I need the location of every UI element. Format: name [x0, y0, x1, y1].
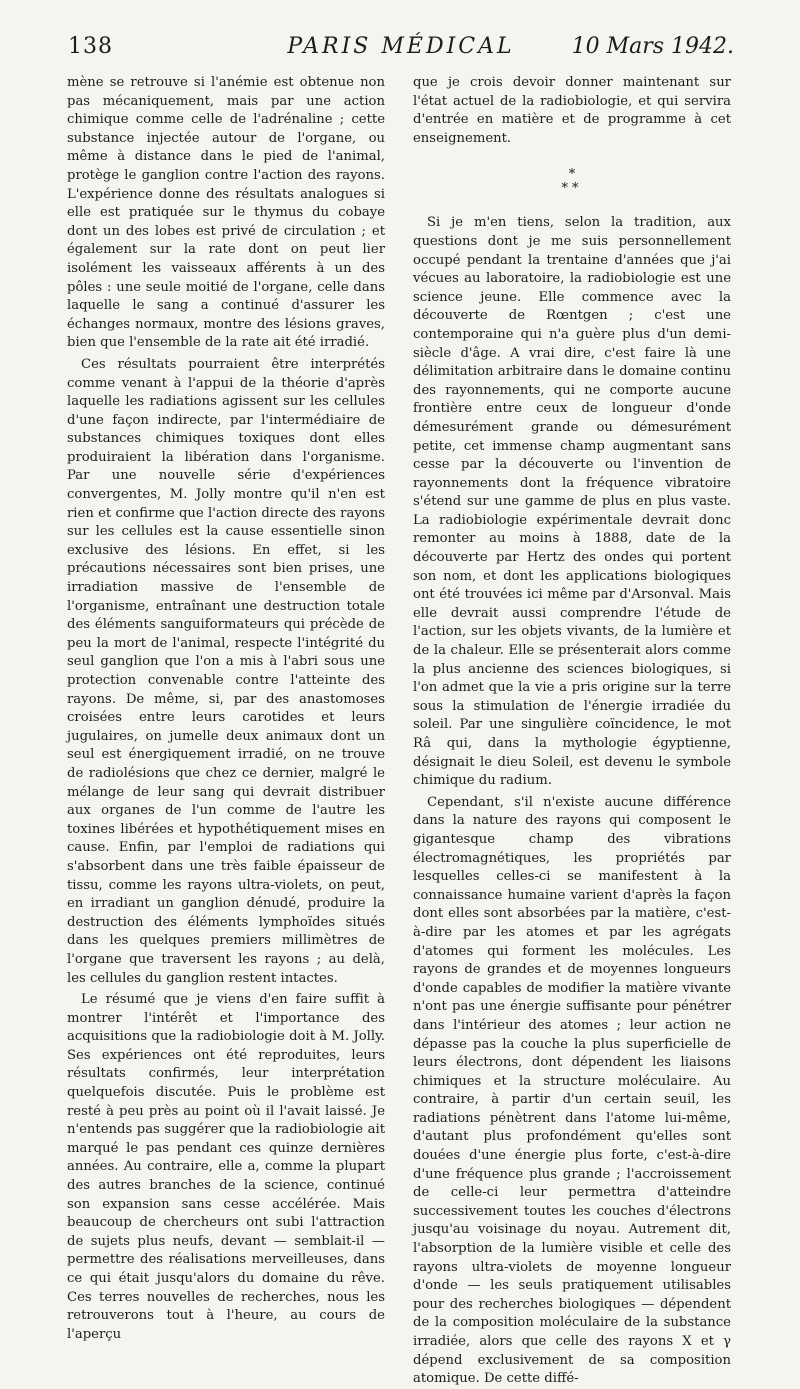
paragraph: Cependant, s'il n'existe aucune différence dans la nature des rayons qui composent le gigantesque champ des vibrations électromagnétiques, les propriétés par lesquelles celles-ci se manifestent à la connaissance humaine varient d'après la façon dont elles sont absorbées par la matière, c'est-à-dire par les atomes et par les agrégats d'atomes qui forment les molécules. Les rayons de grandes et de moyennes longueurs d'onde capables de modifier la matière vivante n'ont pas une énergie suffisante pour pénétrer dans l'intérieur des atomes ; leur action ne dépasse pas la couche la plus superficielle de leurs électrons, dont dépendent les liaisons chimiques et la structure moléculaire. Au contraire, à partir d'un certain seuil, les radiations pénètrent dans l'atome lui-même, d'autant plus profondément qu'elles sont douées d'une énergie plus forte, c'est-à-dire d'une fréquence plus grande ; l'accroissement de celle-ci leur permettra d'atteindre successivement toutes les couches d'électrons jusqu'au voisinage du noyau. Autrement dit, l'absorption de la lumière visible et celle des rayons ultra-violets de moyenne longueur d'onde — les seuls pratiquement utilisables pour des recherches biologiques — dépendent de la composition moléculaire de la substance irradiée, alors que celle des rayons X et γ dépend exclusivement de sa composition atomique. De cette diffé- — [413, 794, 731, 1387]
section-separator — [413, 168, 731, 196]
paragraph: mène se retrouve si l'anémie est obtenue non pas mécaniquement, mais par une action chimique comme celle de l'adrénaline ; cette substance injectée autour de l'organe, ou même à distance dans le pied de l'animal, protège le ganglion contre l'action des rayons. L'expérience donne des résultats analogues si elle est pratiquée sur le thymus du cobaye dont un des lobes est privé de circulation ; et également sur la rate dont on peut lier isolément les vaisseaux afférents à un des pôles : une seule moitié de l'organe, celle dans laquelle le sang a continué d'assurer les échanges normaux, montre des lésions graves, bien que l'ensemble de la rate ait été irradié. — [67, 75, 385, 351]
asterism-top: * — [568, 167, 576, 183]
paragraph: Si je m'en tiens, selon la tradition, aux questions dont je me suis personnellement occupé pendant la trentaine d'années que j'ai vécues au laboratoire, la radiobiologie est une science jeune. Elle commence avec la découverte de Rœntgen ; c'est une contemporaine qui n'a guère plus d'un demi-siècle d'âge. A vrai dire, c'est faire là une délimitation arbitraire dans le domaine continu des rayonnements, qui ne comporte aucune frontière entre ceux de longueur d'onde démesurément grande ou démesurément petite, cet immense champ augmentant sans cesse par la découverte ou l'invention de rayonnements dont la fréquence vibratoire s'étend sur une gamme de plus en plus vaste. La radiobiologie expérimentale devrait donc remonter au moins à 1888, date de la découverte par Hertz des ondes qui portent son nom, et dont les applications biologiques ont été trouvées ici même par d'Arsonval. Mais elle devrait aussi comprendre l'étude de l'action, sur les objets vivants, de la lumière et de la chaleur. Elle se présenterait alors comme la plus ancienne des sciences biologiques, si l'on admet que la vie a pris origine sur la terre sous la stimulation de l'énergie irradiée du soleil. Par une singulière coïncidence, le mot Râ qui, dans la mythologie égyptienne, désignait le dieu Soleil, est devenu le symbole chimique du radium. — [413, 215, 731, 789]
journal-title: PARIS MÉDICAL — [287, 34, 515, 59]
paragraph: Ces résultats pourraient être interprétés comme venant à l'appui de la théorie d'après laquelle les radiations agissent sur les cellules d'une façon indirecte, par l'intermédiaire de substances chimiques toxiques dont elles produiraient la libération dans l'organisme. Par une nouvelle série d'expériences convergentes, M. Jolly montre qu'il n'en est rien et confirme que l'action directe des rayons sur les cellules est la cause essentielle sinon exclusive des lésions. En effet, si les précautions nécessaires sont bien prises, une irradiation massive de l'ensemble de l'organisme, entraînant une destruction totale des éléments sanguiformateurs qui précède de peu la mort de l'animal, respecte l'intégrité du seul ganglion que l'on a mis à l'abri sous une protection convenable contre l'atteinte des rayons. De même, si, par des anastomoses croisées entre leurs carotides et leurs jugulaires, on jumelle deux animaux dont un seul est énergiquement irradié, on ne trouve de radiolésions que chez ce dernier, malgré le mélange de leur sang qui devrait distribuer aux organes de l'un comme de l'autre les toxines libérées et hypothétiquement mises en cause. Enfin, par l'emploi de radiations qui s'absorbent dans une très faible épaisseur de tissu, comme les rayons ultra-violets, on peut, en irradiant un ganglion dénudé, produire la destruction des éléments lymphoïdes situés dans les quelques premiers millimètres de l'organe que traversent les rayons ; au delà, les cellules du ganglion restent intactes. — [67, 356, 385, 986]
right-column — [413, 74, 731, 1389]
page-number: 138 — [68, 34, 113, 59]
paragraph: que je crois devoir donner maintenant sur l'état actuel de la radiobiologie, et qui servira d'entrée en matière et de programme à cet enseignement. — [413, 75, 731, 146]
issue-date: 10 Mars 1942. — [571, 34, 734, 59]
left-column — [67, 74, 385, 1344]
paragraph: Le résumé que je viens d'en faire suffit à montrer l'intérêt et l'importance des acquisitions que la radiobiologie doit à M. Jolly. Ses expériences ont été reproduites, leurs résultats confirmés, leur interprétation quelquefois discutée. Puis le problème est resté à peu près au point où il l'avait laissé. Je n'entends pas suggérer que la radiobiologie ait marqué le pas pendant ces quinze dernières années. Au contraire, elle a, comme la plupart des autres branches de la science, continué son expansion sans cesse accélérée. Mais beaucoup de chercheurs ont subi l'attraction de sujets plus neufs, devant — semblait-il — permettre des réalisations merveilleuses, dans ce qui était jusqu'alors du domaine du rêve. Ces terres nouvelles de recherches, nous les retrouverons tout à l'heure, au cours de l'aperçu — [67, 992, 385, 1342]
asterism-bottom: ** — [561, 181, 583, 197]
running-header — [68, 34, 734, 68]
